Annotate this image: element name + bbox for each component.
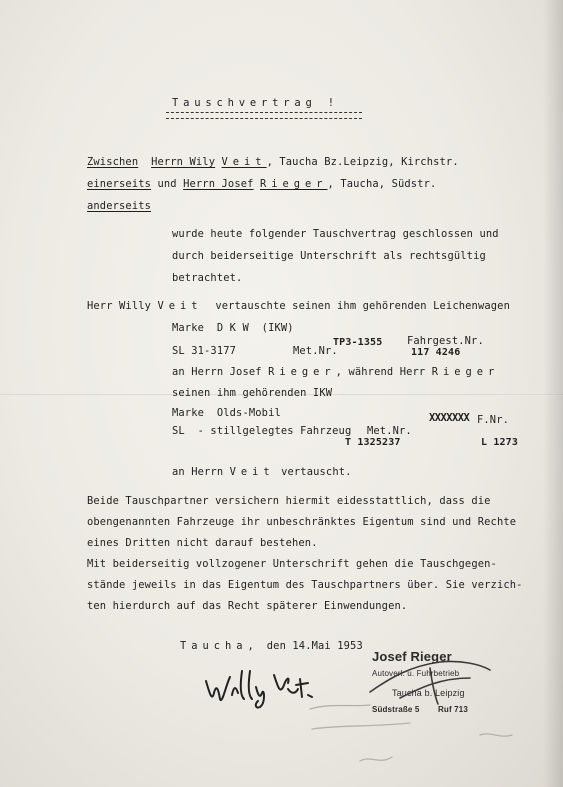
closing-line-4: Mit beiderseitig vollzogener Unterschrift gehen die Tauschgegen- [87,558,497,570]
date-value: 14.Mai 1953 [292,640,363,652]
title-underline [166,112,362,119]
und-label: und [157,178,177,190]
marke-olds: Marke Olds-Mobil [172,407,281,419]
anderseits-label: anderseits [87,200,152,212]
intro-line-3: betrachtet. [172,272,243,284]
closing-line-5: stände jeweils in das Eigentum des Tauschpartners über. Sie verzich- [87,579,523,591]
party1-address: , Taucha Bz.Leipzig, Kirchstr. [266,156,459,168]
party1-name: Herrn Wily [151,156,216,168]
place-date [180,640,363,652]
party2-surname: Rieger [259,178,328,190]
closing-line-2: obengenannten Fahrzeuge ihr unbeschränktes Eigentum sind und Rechte [87,516,517,528]
party2-name: Herrn Josef [183,178,254,190]
struck-out-text: XXXXXXX [429,412,470,424]
parties-line-1 [87,156,459,168]
seinen-lkw: seinen ihm gehörenden IKW [172,387,333,399]
document-title: Tauschvertrag ! [172,97,339,109]
an-herrn: an Herrn [172,466,224,478]
einerseits-label: einerseits [87,178,152,190]
faint-bleed-through [300,695,530,775]
an-veit-line [172,466,352,478]
fahrgest-label: Fahrgest.Nr. [407,335,484,347]
closing-line-3: eines Dritten nicht darauf bestehen. [87,537,318,549]
intro-line-1: wurde heute folgender Tauschvertrag geschlossen und [172,228,499,240]
stamp-name: Josef Rieger [372,649,452,664]
waehrend-herr: , während Herr [335,366,426,378]
exchange-line-1 [87,300,510,312]
marke-dkw: Marke D K W (IKW) [172,322,294,334]
veit-name-2: Veit [229,466,275,478]
exchange-herr-willy: Herr Willy [87,300,152,312]
t-number: T 1325237 [345,437,401,448]
an-rieger-line [172,366,499,378]
sl-olds: SL - stillgelegtes Fahrzeug [172,425,352,437]
closing-line-1: Beide Tauschpartner versichern hiermit eidesstattlich, dass die [87,495,491,507]
stamp-street: Südstraße 5 [372,705,420,714]
page-edge-shadow [543,0,563,787]
intro-line-2: durch beiderseitige Unterschrift als rechtsgültig [172,250,486,262]
met-nr-label-2: Met.Nr. [367,425,412,437]
den-label: , den [247,640,286,652]
met-nr-value-1: TP3-1355 [333,337,383,348]
an-herrn-josef: an Herrn Josef [172,366,262,378]
party1-surname: Veit [221,156,267,168]
rieger-name-2: Rieger [431,366,500,378]
vertauscht: vertauscht. [281,466,352,478]
parties-line-2 [87,178,436,190]
fahrgest-value: 117 4246 [411,347,461,358]
met-nr-label-1: Met.Nr. [293,345,338,357]
stamp-line-2: Autoverl. u. Fuhrbetrieb [372,669,460,678]
l-number: L 1273 [481,437,519,448]
sl-dkw: SL 31-3177 [172,345,237,357]
f-nr-label: F.Nr. [477,414,510,426]
zwischen-label: Zwischen [87,156,139,168]
rieger-name-1: Rieger [268,366,336,378]
exchange-veit-name: Veit [157,300,203,312]
exchange-vertauschte: vertauschte seinen ihm gehörenden Leichenwagen [215,300,510,312]
party2-address: , Taucha, Südstr. [327,178,437,190]
stamp-phone: Ruf 713 [438,705,468,714]
closing-line-6: ten hierdurch auf das Recht späterer Einwendungen. [87,600,408,612]
place-taucha: Taucha [180,640,248,652]
stamp-city: Taucha b. Leipzig [392,688,465,698]
